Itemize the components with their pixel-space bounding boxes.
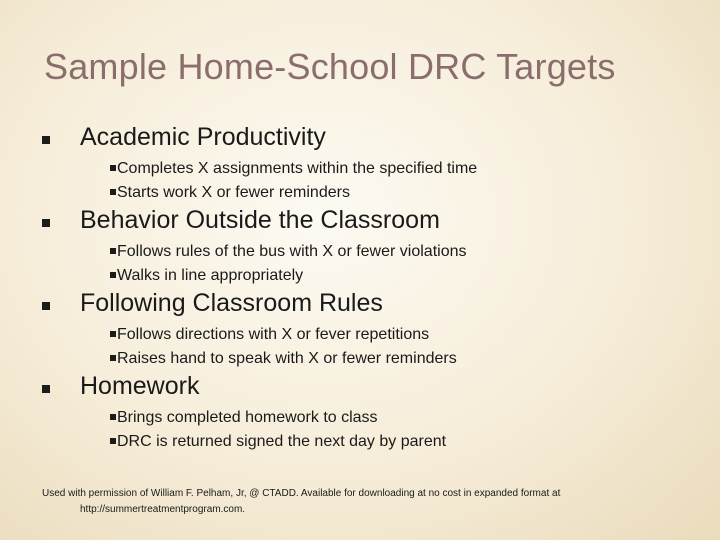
bullet-square-icon <box>110 438 116 444</box>
list-item: Starts work X or fewer reminders <box>110 184 702 208</box>
section-heading: Following Classroom Rules <box>80 289 383 317</box>
bullet-square-icon <box>110 189 116 195</box>
section-heading: Academic Productivity <box>80 123 326 151</box>
attribution-link[interactable]: http://summertreatmentprogram.com. <box>80 504 246 515</box>
list-item: Brings completed homework to class <box>110 409 702 433</box>
section-behavior-outside-classroom <box>42 206 702 291</box>
list-item: Walks in line appropriately <box>110 267 702 291</box>
section-heading: Homework <box>80 372 200 400</box>
section-academic-productivity <box>42 123 702 208</box>
list-item: Follows rules of the bus with X or fewer violations <box>110 243 702 267</box>
bullet-square-icon <box>110 331 116 337</box>
bullet-square-icon <box>110 355 116 361</box>
slide-title: Sample Home-School DRC Targets <box>44 46 616 87</box>
list-item: Follows directions with X or fever repetitions <box>110 326 702 350</box>
bullet-square-icon <box>42 136 50 144</box>
section-homework <box>42 372 702 457</box>
attribution-footer <box>42 486 560 518</box>
bullet-square-icon <box>110 165 116 171</box>
bullet-square-icon <box>110 414 116 420</box>
bullet-square-icon <box>110 272 116 278</box>
section-following-classroom-rules <box>42 289 702 374</box>
bullet-square-icon <box>110 248 116 254</box>
bullet-square-icon <box>42 302 50 310</box>
list-item: Completes X assignments within the specified time <box>110 160 702 184</box>
bullet-square-icon <box>42 385 50 393</box>
section-heading: Behavior Outside the Classroom <box>80 206 440 234</box>
bullet-square-icon <box>42 219 50 227</box>
attribution-text: Used with permission of William F. Pelham, Jr, @ CTADD. Available for downloading at no cost in expanded format at <box>42 488 561 499</box>
list-item: Raises hand to speak with X or fewer reminders <box>110 350 702 374</box>
list-item: DRC is returned signed the next day by parent <box>110 433 702 457</box>
